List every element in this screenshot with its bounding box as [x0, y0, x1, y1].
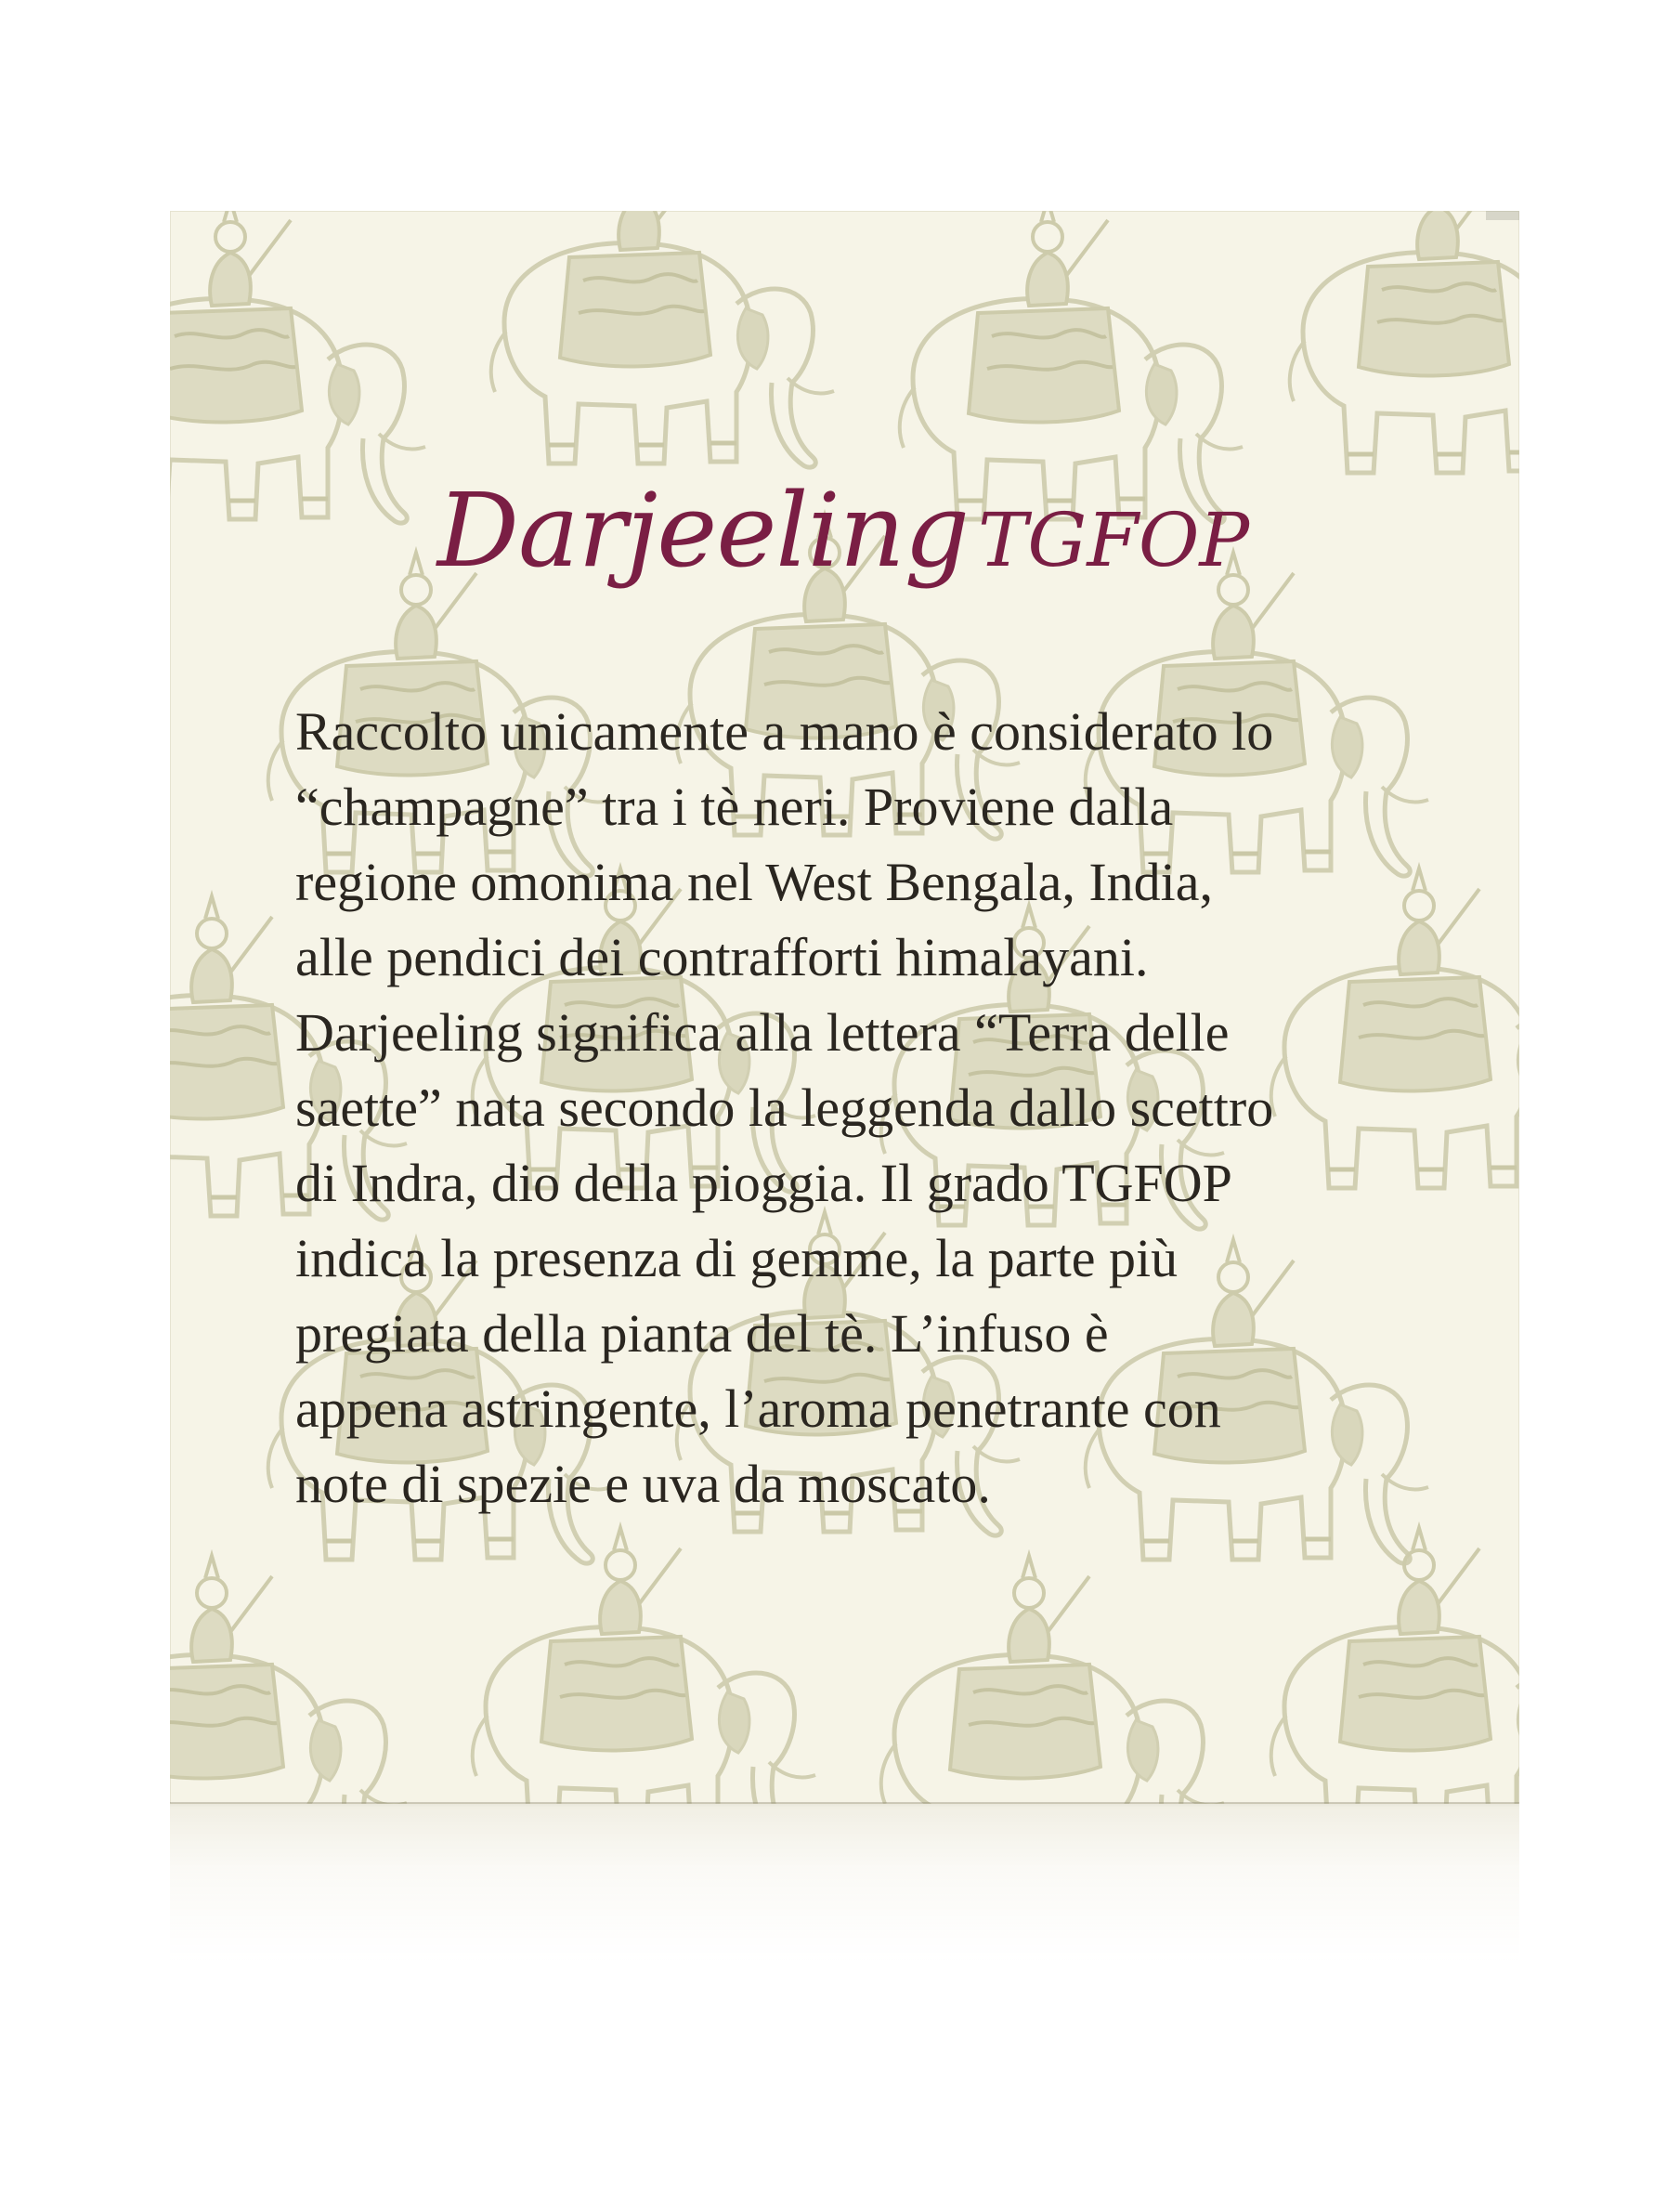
product-title-name: Darjeeling: [436, 471, 970, 590]
description-line: appena astringente, l’aroma penetrante con: [295, 1378, 1221, 1439]
box-top-edge: [1486, 211, 1519, 220]
description-line: saette” nata secondo la leggenda dallo scettro: [295, 1077, 1274, 1138]
description-line: di Indra, dio della pioggia. Il grado TGFOP: [295, 1153, 1232, 1213]
description-line: alle pendici dei contrafforti himalayani.: [295, 927, 1149, 987]
description-line: Raccolto unicamente a mano è considerato lo: [295, 701, 1274, 762]
product-title-grade: TGFOP: [978, 497, 1250, 583]
description-line: regione omonima nel West Bengala, India,: [295, 852, 1214, 912]
description-line: Darjeeling significa alla lettera “Terra delle: [295, 1002, 1230, 1063]
description-line: “champagne” tra i tè neri. Proviene dalla: [295, 777, 1174, 837]
box-reflection: [170, 1804, 1519, 1962]
description-line: pregiata della pianta del tè. L’infuso è: [295, 1303, 1109, 1364]
description-line: indica la presenza di gemme, la parte più: [295, 1228, 1179, 1288]
description-line: note di spezie e uva da moscato.: [295, 1454, 991, 1514]
product-title: [295, 471, 1391, 590]
product-description: [295, 694, 1410, 1521]
product-description-area: [295, 211, 1410, 1804]
tea-box-side-panel: [170, 211, 1519, 1804]
